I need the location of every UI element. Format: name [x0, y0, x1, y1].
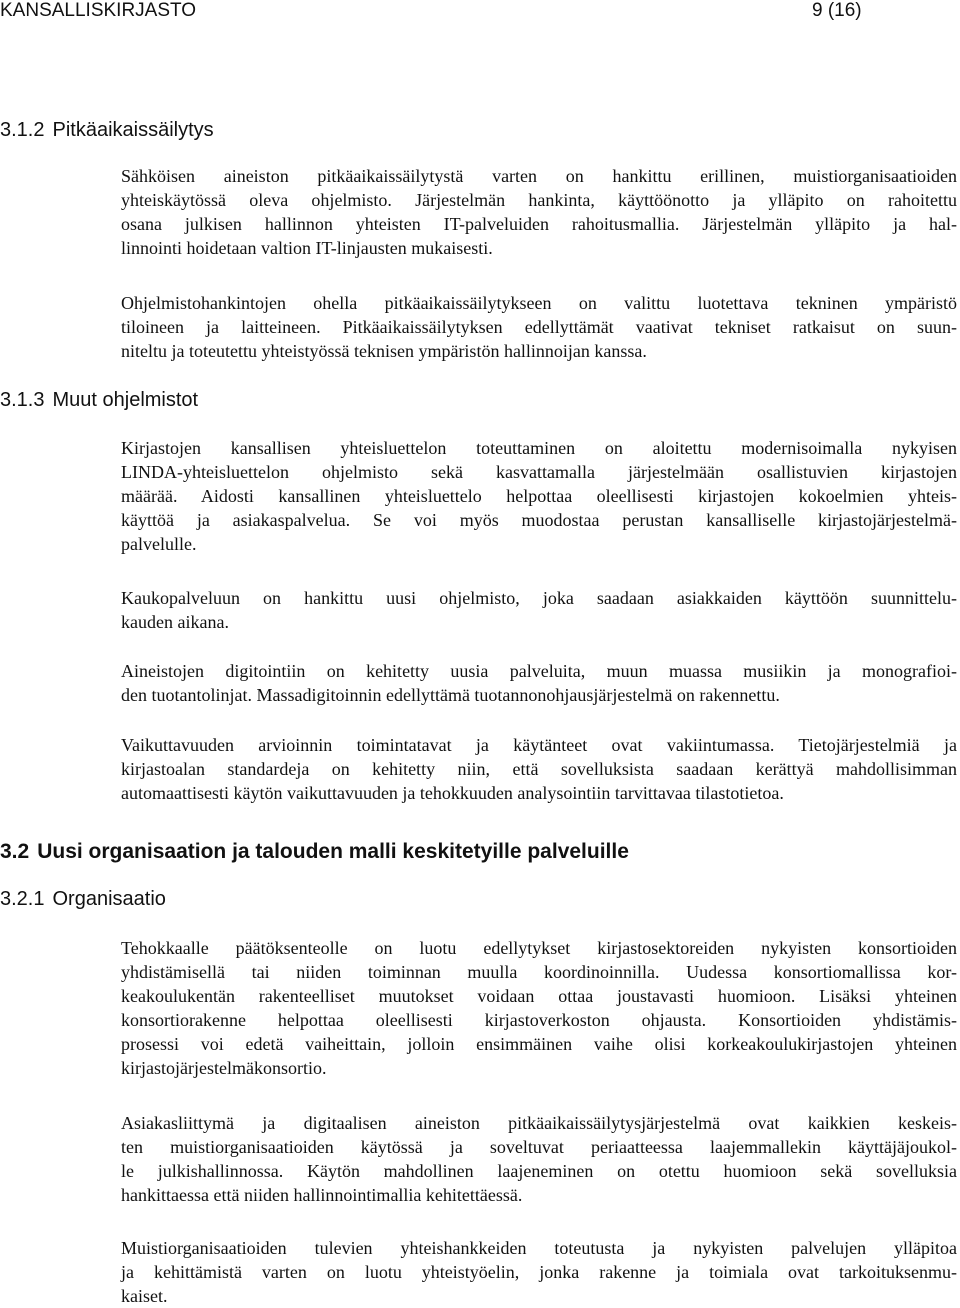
paragraph-5 — [121, 659, 957, 707]
paragraph-line: palvelulle. — [121, 534, 197, 554]
paragraph-line: LINDA-yhteisluettelon ohjelmisto sekä kasvattamalla järjestelmään osallistuvien kirjastojen — [121, 462, 957, 482]
paragraph-line: niteltu ja toteutettu yhteistyössä teknisen ympäristön hallinnoijan kanssa. — [121, 341, 647, 361]
paragraph-line: ja kehittämistä varten on luotu yhteistyöelin, jonka rakenne ja toimiala ovat tarkoituksenmu- — [121, 1262, 957, 1282]
section-title: Organisaatio — [52, 888, 166, 910]
paragraph-line: kirjastojärjestelmäkonsortio. — [121, 1058, 327, 1078]
section-number: 3.2.1 — [0, 888, 45, 910]
paragraph-line: Aineistojen digitointiin on kehitetty uusia palveluita, muun muassa musiikin ja monografioi- — [121, 661, 957, 681]
paragraph-line: Kirjastojen kansallisen yhteisluettelon toteuttaminen on aloitettu modernisoimalla nykyisen — [121, 438, 957, 458]
section-heading-3-2-1 — [0, 887, 166, 911]
section-heading-3-1-2 — [0, 118, 214, 142]
page-header — [0, 0, 960, 22]
paragraph-line: le julkishallinnossa. Käytön mahdollinen laajeneminen on otettu huomioon sekä sovelluksia — [121, 1161, 957, 1181]
paragraph-line: kirjastoalan standardeja on kehitetty niin, että sovelluksista saadaan kerättyä mahdollisimman — [121, 759, 957, 779]
section-heading-3-2 — [0, 840, 629, 864]
paragraph-line: Vaikuttavuuden arvioinnin toimintatavat ja käytänteet ovat vakiintumassa. Tietojärjestelmiä ja — [121, 735, 957, 755]
paragraph-6 — [121, 733, 957, 805]
paragraph-line: automaattisesti käytön vaikuttavuuden ja tehokkuuden analysointiin tarvittavaa tilastotietoa. — [121, 783, 784, 803]
paragraph-line: ten muistiorganisaatioiden käytössä ja soveltuvat periaatteessa laajemmallekin käyttäjäjoukol- — [121, 1137, 957, 1157]
section-title: Muut ohjelmistot — [52, 389, 199, 411]
section-title: Uusi organisaation ja talouden malli keskitetyille palveluille — [37, 840, 629, 863]
paragraph-line: konsortiorakenne helpottaa oleellisesti kirjastoverkoston ohjausta. Konsortioiden yhdistämis- — [121, 1010, 957, 1030]
paragraph-line: den tuotantolinjat. Massadigitoinnin edellyttämä tuotannonohjausjärjestelmä on rakennettu. — [121, 685, 780, 705]
paragraph-9 — [121, 1236, 957, 1308]
paragraph-line: kaiset. — [121, 1286, 168, 1306]
paragraph-4 — [121, 586, 957, 634]
paragraph-line: Sähköisen aineiston pitkäaikaissäilytystä varten on hankittu erillinen, muistiorganisaatioiden — [121, 166, 957, 186]
paragraph-line: Tehokkaalle päätöksenteolle on luotu edellytykset kirjastosektoreiden nykyisten konsortioiden — [121, 938, 957, 958]
paragraph-7 — [121, 936, 957, 1080]
paragraph-line: tiloineen ja laitteineen. Pitkäaikaissäilytyksen edellyttämät vaativat tekniset ratkaisut on suun- — [121, 317, 957, 337]
page-number: 9 (16) — [812, 0, 862, 21]
paragraph-line: hankittaessa että niiden hallinnointimallia kehitettäessä. — [121, 1185, 523, 1205]
paragraph-line: osana julkisen hallinnon yhteisten IT-palveluiden rahoitusmallia. Järjestelmän ylläpito ja hal- — [121, 214, 957, 234]
paragraph-line: Ohjelmistohankintojen ohella pitkäaikaissäilytykseen on valittu luotettava tekninen ympäristö — [121, 293, 957, 313]
organization-name: KANSALLISKIRJASTO — [0, 0, 197, 21]
paragraph-2 — [121, 291, 957, 363]
paragraph-line: keakoulukentän rakenteelliset muutokset voidaan ottaa joustavasti huomioon. Lisäksi yhteinen — [121, 986, 957, 1006]
paragraph-line: Asiakasliittymä ja digitaalisen aineiston pitkäaikaissäilytysjärjestelmä ovat kaikkien keskeis- — [121, 1113, 957, 1133]
section-title: Pitkäaikaissäilytys — [52, 119, 214, 141]
section-heading-3-1-3 — [0, 388, 198, 412]
paragraph-line: yhdistämisellä tai niiden toiminnan muulla koordinoinnilla. Uudessa konsortiomallissa kor- — [121, 962, 957, 982]
paragraph-line: linnointi hoidetaan valtion IT-linjausten mukaisesti. — [121, 238, 493, 258]
paragraph-line: käyttöä ja asiakaspalvelua. Se voi myös muodostaa perustan kansalliselle kirjastojärjestelmä- — [121, 510, 957, 530]
paragraph-line: Kaukopalveluun on hankittu uusi ohjelmisto, joka saadaan asiakkaiden käyttöön suunnittelu- — [121, 588, 957, 608]
paragraph-line: prosessi voi edetä vaiheittain, jolloin ensimmäinen vaihe olisi korkeakoulukirjastojen yhteinen — [121, 1034, 957, 1054]
section-number: 3.2 — [0, 840, 30, 863]
paragraph-line: yhteiskäytössä oleva ohjelmisto. Järjestelmän hankinta, käyttöönotto ja ylläpito on rahoitettu — [121, 190, 957, 210]
paragraph-line: kauden aikana. — [121, 612, 229, 632]
paragraph-line: Muistiorganisaatioiden tulevien yhteishankkeiden toteutusta ja nykyisten palvelujen ylläpitoa — [121, 1238, 957, 1258]
paragraph-8 — [121, 1111, 957, 1207]
paragraph-line: määrää. Aidosti kansallinen yhteisluettelo helpottaa oleellisesti kirjastojen kokoelmien yhteis- — [121, 486, 957, 506]
paragraph-1 — [121, 164, 957, 260]
section-number: 3.1.3 — [0, 389, 45, 411]
section-number: 3.1.2 — [0, 119, 45, 141]
paragraph-3 — [121, 436, 957, 556]
